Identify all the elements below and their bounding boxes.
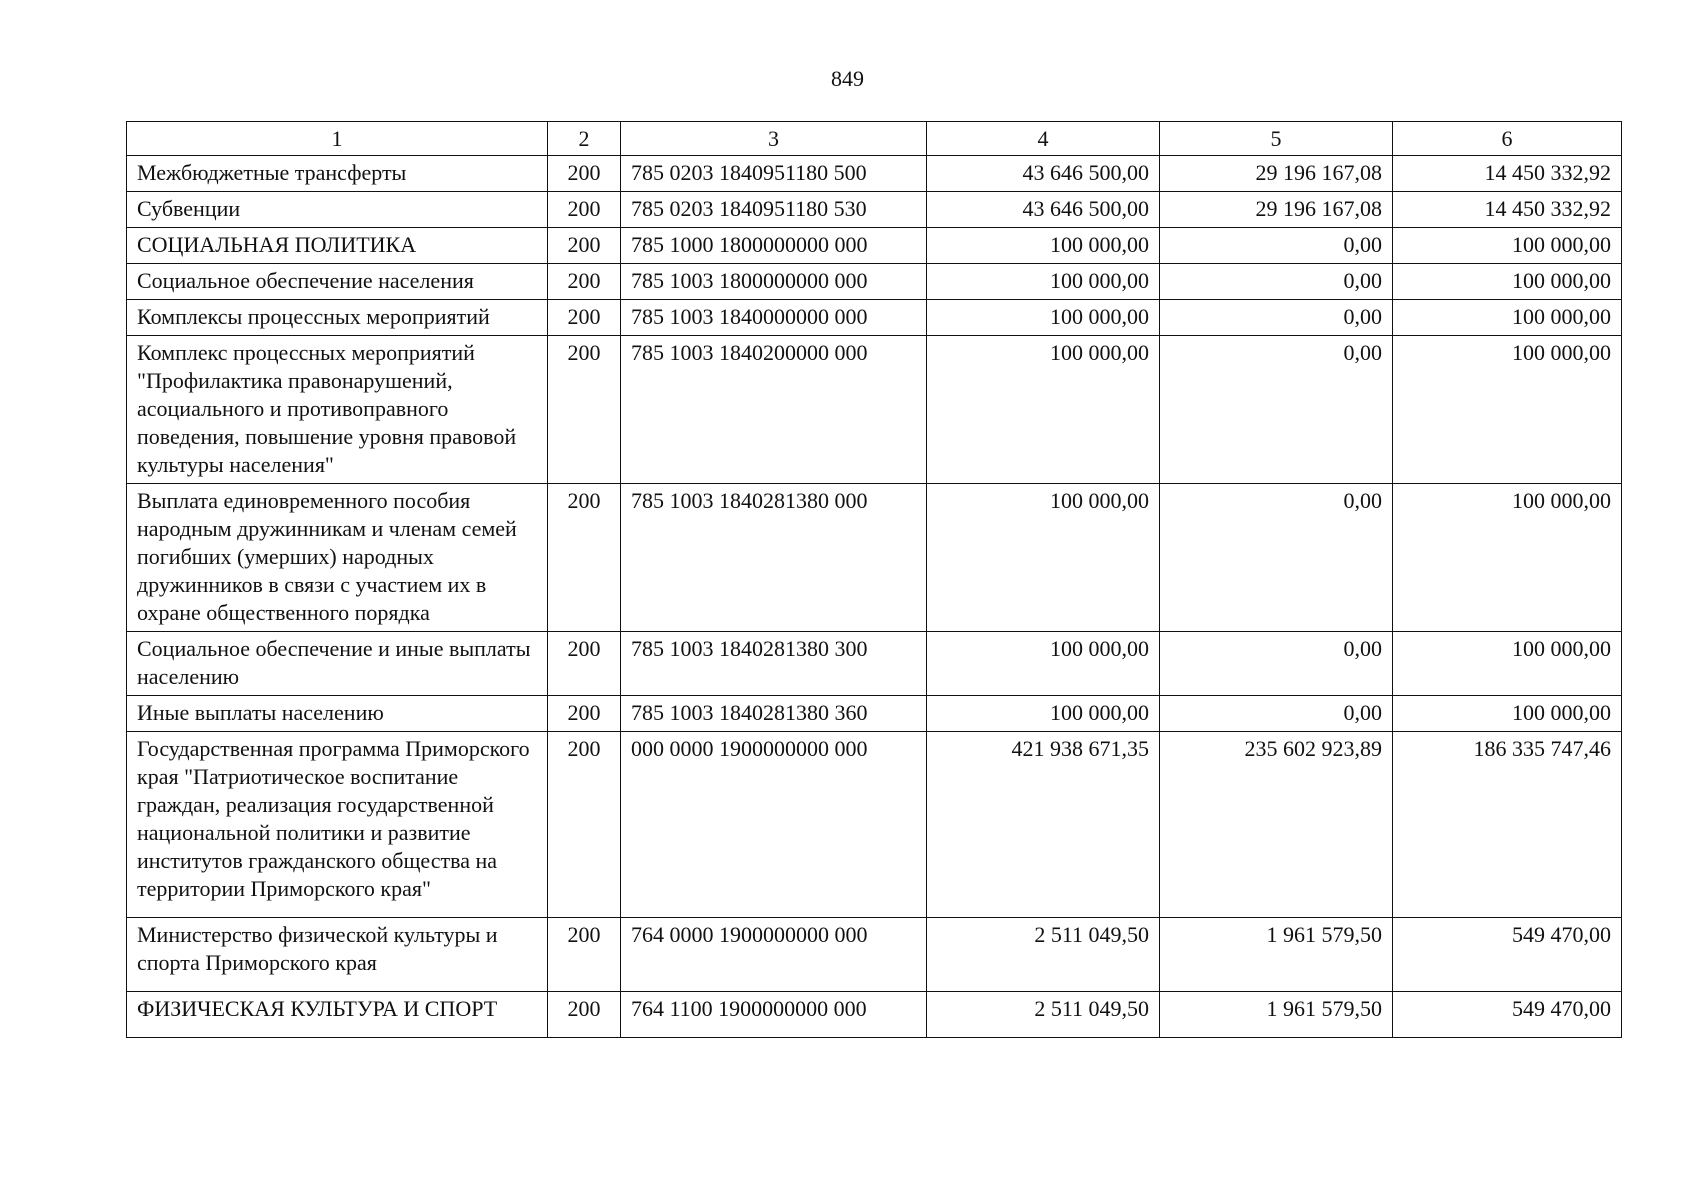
row-classification: 785 1003 1800000000 000 xyxy=(621,264,927,300)
row-code: 200 xyxy=(548,300,621,336)
row-code: 200 xyxy=(548,992,621,1038)
row-name: Иные выплаты населению xyxy=(127,696,548,732)
row-code: 200 xyxy=(548,192,621,228)
row-value-4: 100 000,00 xyxy=(927,632,1160,696)
row-value-6: 100 000,00 xyxy=(1393,632,1622,696)
row-value-6: 14 450 332,92 xyxy=(1393,156,1622,192)
column-header: 4 xyxy=(927,122,1160,156)
row-classification: 785 1000 1800000000 000 xyxy=(621,228,927,264)
table-row xyxy=(127,300,1622,336)
row-classification: 764 0000 1900000000 000 xyxy=(621,918,927,992)
table-row xyxy=(127,696,1622,732)
row-name: Выплата единовременного пособия народным дружинникам и членам семей погибших (умерших) народных дружинников в связи с участием их в охране общественного порядка xyxy=(127,484,548,632)
row-value-4: 100 000,00 xyxy=(927,336,1160,484)
page-number: 849 xyxy=(831,66,864,91)
row-code: 200 xyxy=(548,484,621,632)
row-value-6: 100 000,00 xyxy=(1393,300,1622,336)
table-row xyxy=(127,918,1622,992)
row-value-4: 100 000,00 xyxy=(927,228,1160,264)
row-classification: 000 0000 1900000000 000 xyxy=(621,732,927,918)
row-code: 200 xyxy=(548,156,621,192)
row-value-5: 0,00 xyxy=(1160,264,1393,300)
row-value-4: 100 000,00 xyxy=(927,264,1160,300)
table-row xyxy=(127,484,1622,632)
row-classification: 785 1003 1840281380 300 xyxy=(621,632,927,696)
row-classification: 785 0203 1840951180 500 xyxy=(621,156,927,192)
row-name: Социальное обеспечение и иные выплаты населению xyxy=(127,632,548,696)
row-code: 200 xyxy=(548,732,621,918)
row-code: 200 xyxy=(548,918,621,992)
table-row xyxy=(127,156,1622,192)
row-value-6: 100 000,00 xyxy=(1393,264,1622,300)
row-value-5: 1 961 579,50 xyxy=(1160,918,1393,992)
row-value-4: 100 000,00 xyxy=(927,484,1160,632)
row-code: 200 xyxy=(548,228,621,264)
table-row xyxy=(127,632,1622,696)
row-value-6: 100 000,00 xyxy=(1393,336,1622,484)
row-classification: 785 1003 1840000000 000 xyxy=(621,300,927,336)
column-header: 5 xyxy=(1160,122,1393,156)
row-classification: 785 1003 1840281380 000 xyxy=(621,484,927,632)
column-header: 2 xyxy=(548,122,621,156)
row-classification: 764 1100 1900000000 000 xyxy=(621,992,927,1038)
row-value-6: 186 335 747,46 xyxy=(1393,732,1622,918)
row-value-6: 100 000,00 xyxy=(1393,228,1622,264)
row-classification: 785 1003 1840200000 000 xyxy=(621,336,927,484)
row-value-5: 0,00 xyxy=(1160,632,1393,696)
row-value-4: 2 511 049,50 xyxy=(927,992,1160,1038)
column-header: 1 xyxy=(127,122,548,156)
row-value-4: 100 000,00 xyxy=(927,300,1160,336)
row-value-6: 100 000,00 xyxy=(1393,696,1622,732)
row-name: Министерство физической культуры и спорта Приморского края xyxy=(127,918,548,992)
row-value-5: 0,00 xyxy=(1160,300,1393,336)
row-name: Государственная программа Приморского края "Патриотическое воспитание граждан, реализация государственной национальной политики и развитие институтов гражданского общества на территории Приморского края" xyxy=(127,732,548,918)
row-value-5: 1 961 579,50 xyxy=(1160,992,1393,1038)
row-name: Комплексы процессных мероприятий xyxy=(127,300,548,336)
row-name: Социальное обеспечение населения xyxy=(127,264,548,300)
row-value-4: 2 511 049,50 xyxy=(927,918,1160,992)
row-value-4: 421 938 671,35 xyxy=(927,732,1160,918)
row-value-5: 0,00 xyxy=(1160,484,1393,632)
row-value-6: 100 000,00 xyxy=(1393,484,1622,632)
header-row xyxy=(127,122,1622,156)
row-value-4: 100 000,00 xyxy=(927,696,1160,732)
row-name: Комплекс процессных мероприятий "Профилактика правонарушений, асоциального и противоправного поведения, повышение уровня правовой культуры населения" xyxy=(127,336,548,484)
table-row xyxy=(127,264,1622,300)
row-classification: 785 0203 1840951180 530 xyxy=(621,192,927,228)
row-value-6: 14 450 332,92 xyxy=(1393,192,1622,228)
row-value-5: 29 196 167,08 xyxy=(1160,192,1393,228)
row-value-5: 0,00 xyxy=(1160,336,1393,484)
row-code: 200 xyxy=(548,264,621,300)
table-row xyxy=(127,732,1622,918)
column-header: 6 xyxy=(1393,122,1622,156)
row-value-4: 43 646 500,00 xyxy=(927,156,1160,192)
row-value-5: 0,00 xyxy=(1160,696,1393,732)
row-value-4: 43 646 500,00 xyxy=(927,192,1160,228)
table-row xyxy=(127,336,1622,484)
table-row xyxy=(127,228,1622,264)
row-name: СОЦИАЛЬНАЯ ПОЛИТИКА xyxy=(127,228,548,264)
row-name: Межбюджетные трансферты xyxy=(127,156,548,192)
row-name: ФИЗИЧЕСКАЯ КУЛЬТУРА И СПОРТ xyxy=(127,992,548,1038)
budget-table xyxy=(126,121,1622,1038)
row-code: 200 xyxy=(548,632,621,696)
row-value-5: 0,00 xyxy=(1160,228,1393,264)
row-value-6: 549 470,00 xyxy=(1393,918,1622,992)
row-value-6: 549 470,00 xyxy=(1393,992,1622,1038)
row-value-5: 29 196 167,08 xyxy=(1160,156,1393,192)
table-row xyxy=(127,192,1622,228)
table-row xyxy=(127,992,1622,1038)
column-header: 3 xyxy=(621,122,927,156)
row-code: 200 xyxy=(548,696,621,732)
row-classification: 785 1003 1840281380 360 xyxy=(621,696,927,732)
row-name: Субвенции xyxy=(127,192,548,228)
row-value-5: 235 602 923,89 xyxy=(1160,732,1393,918)
row-code: 200 xyxy=(548,336,621,484)
